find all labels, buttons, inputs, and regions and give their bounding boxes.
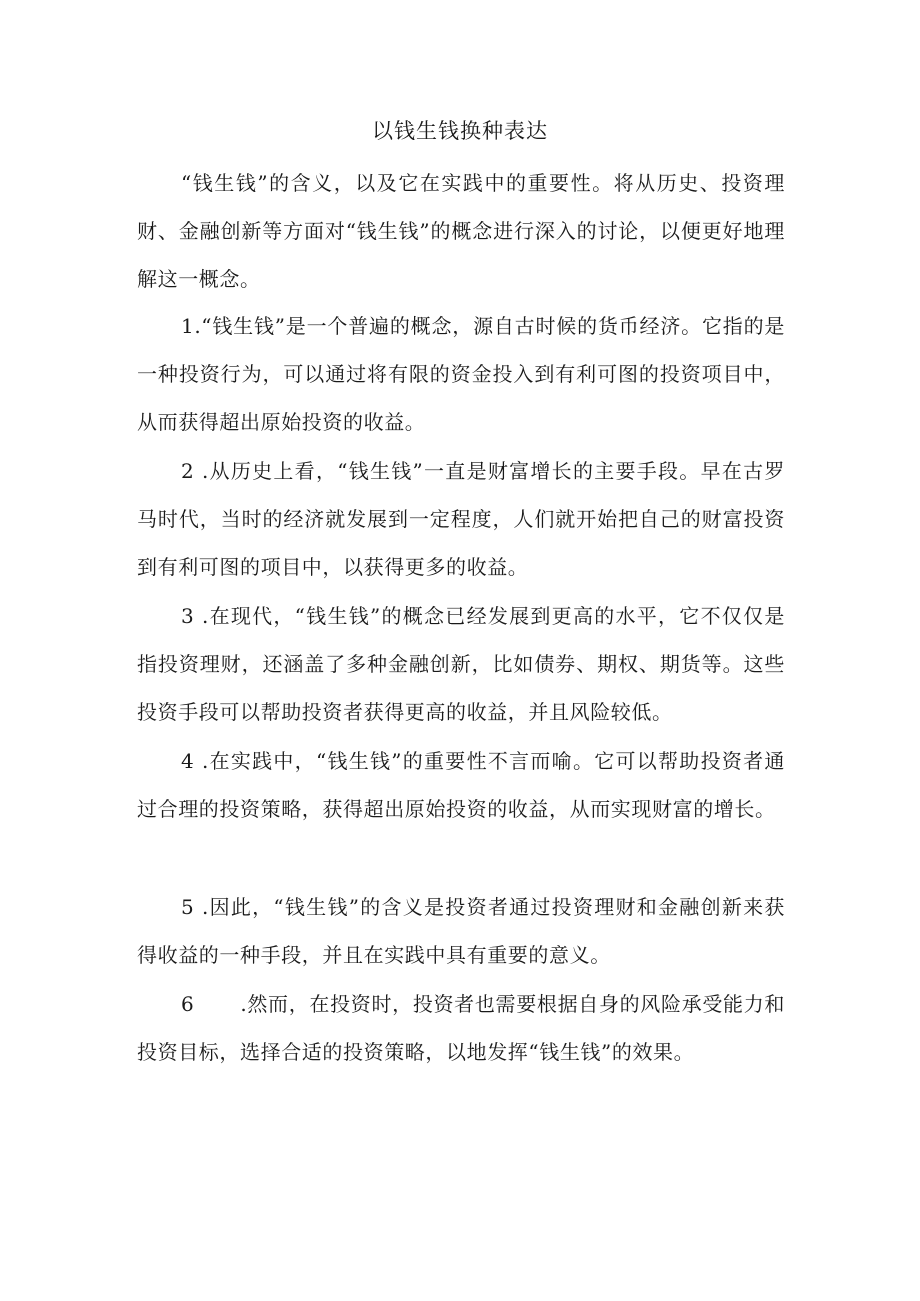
paragraph-number: 2 . — [181, 459, 209, 483]
numbered-paragraph-3 — [137, 592, 785, 736]
numbered-paragraph-4 — [137, 737, 785, 833]
numbered-paragraph-2 — [137, 447, 785, 591]
paragraph-text: “钱生钱”是一个普遍的概念，源自古时候的货币经济。它指的是一种投资行为，可以通过将有限的资金投入到有利可图的投资项目中，从而获得超出原始投资的收益。 — [137, 314, 785, 434]
document-title: 以钱生钱换种表达 — [372, 119, 548, 143]
paragraph-text: “钱生钱”的含义，以及它在实践中的重要性。将从历史、投资理财、金融创新等方面对“钱生钱”的概念进行深入的讨论，以便更好地理解这一概念。 — [137, 171, 785, 291]
paragraph-number: 3 . — [181, 604, 209, 628]
numbered-paragraph-1 — [137, 302, 785, 446]
paragraph-number: 6 — [181, 992, 195, 1016]
paragraph-text: 从历史上看，“钱生钱”一直是财富增长的主要手段。早在古罗马时代，当时的经济就发展到一定程度，人们就开始把自己的财富投资到有利可图的项目中，以获得更多的收益。 — [137, 459, 785, 579]
paragraph-number: 5 . — [181, 895, 209, 919]
intro-paragraph — [137, 159, 785, 303]
paragraph-text: .然而，在投资时，投资者也需要根据自身的风险承受能力和投资目标，选择合适的投资策略，以地发挥“钱生钱”的效果。 — [137, 992, 785, 1064]
numbered-paragraph-6 — [137, 980, 785, 1076]
paragraph-text: 在现代，“钱生钱”的概念已经发展到更高的水平，它不仅仅是指投资理财，还涵盖了多种金融创新，比如债券、期权、期货等。这些投资手段可以帮助投资者获得更高的收益，并且风险较低。 — [137, 604, 785, 724]
paragraph-number: 1. — [181, 314, 202, 338]
paragraph-number: 4 . — [181, 749, 209, 773]
paragraph-text: 因此，“钱生钱”的含义是投资者通过投资理财和金融创新来获得收益的一种手段，并且在实践中具有重要的意义。 — [137, 895, 785, 967]
paragraph-text: 在实践中，“钱生钱”的重要性不言而喻。它可以帮助投资者通过合理的投资策略，获得超出原始投资的收益，从而实现财富的增长。 — [137, 749, 785, 821]
numbered-paragraph-5 — [137, 883, 785, 979]
